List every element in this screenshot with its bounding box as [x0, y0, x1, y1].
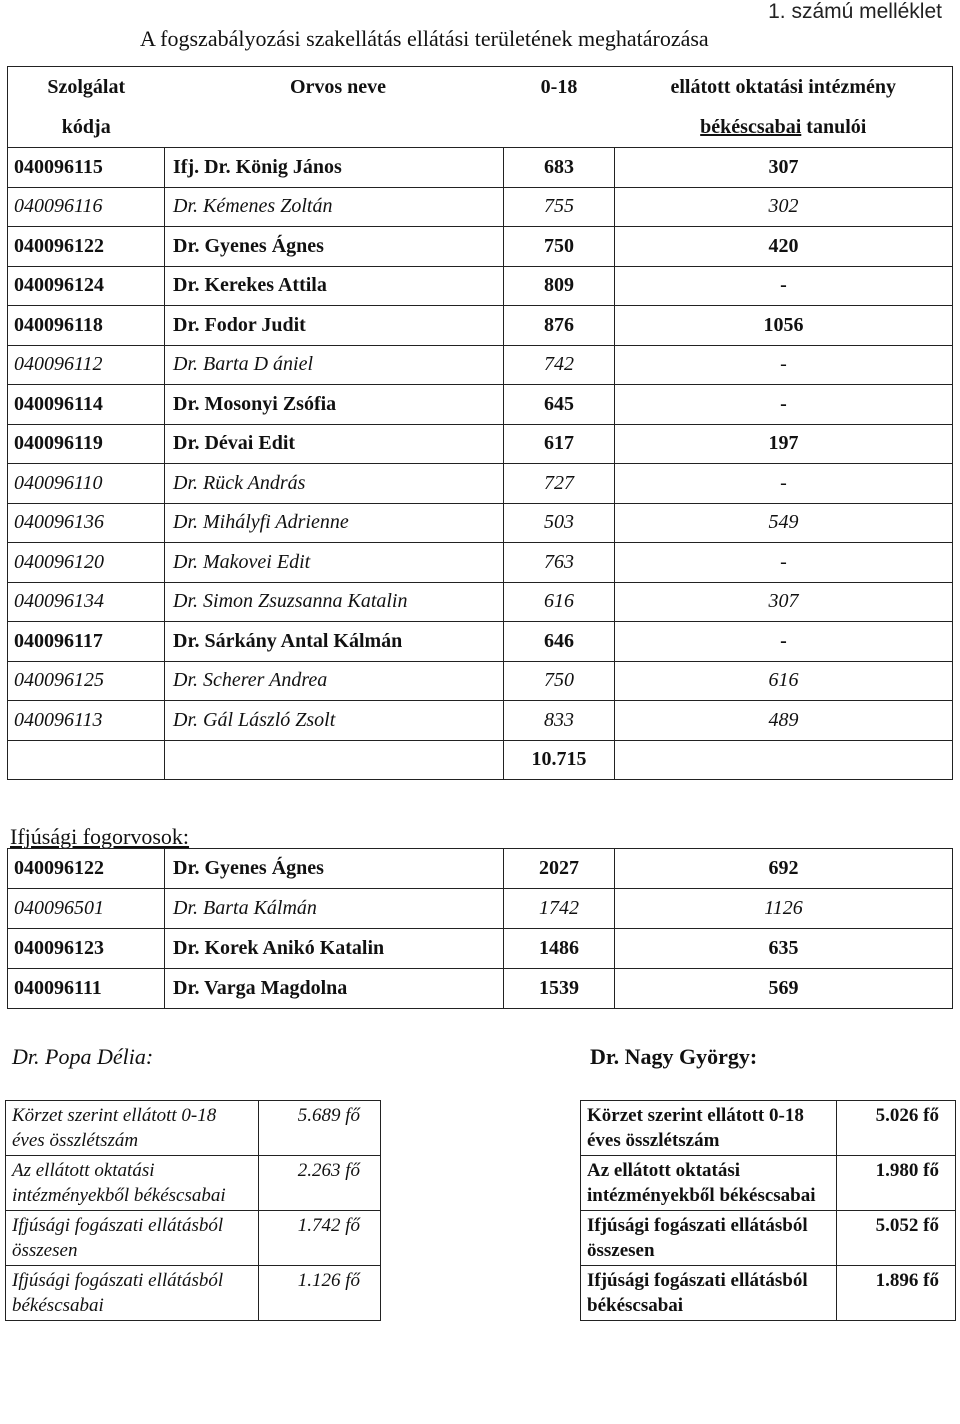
- stat-label: Ifjúsági fogászati ellátásból összesen: [581, 1211, 837, 1266]
- cell-inst: 302: [615, 187, 953, 227]
- youth-label-text: Ifjúsági fogorvosok:: [10, 824, 190, 849]
- cell-inst: -: [615, 464, 953, 504]
- cell-count: 646: [504, 622, 615, 662]
- stat-row: [6, 1211, 381, 1266]
- cell-code: 040096122: [8, 227, 165, 267]
- table-row: [8, 227, 953, 267]
- right-stats-body: [581, 1101, 956, 1321]
- cell-doctor-name: Dr. Mihályfi Adrienne: [165, 503, 504, 543]
- cell-inst: 420: [615, 227, 953, 267]
- stat-row: [581, 1266, 956, 1321]
- left-doctor-title: Dr. Popa Délia:: [12, 1044, 154, 1069]
- youth-row: [8, 969, 953, 1009]
- cell-count: 2027: [504, 849, 615, 889]
- stat-label: Körzet szerint ellátott 0-18 éves összlétszám: [6, 1101, 259, 1156]
- cell-count: 1486: [504, 929, 615, 969]
- total-name: [165, 740, 504, 779]
- header-code: Szolgálat: [47, 75, 126, 98]
- cell-count: 1742: [504, 889, 615, 929]
- cell-doctor-name: Dr. Rück András: [165, 464, 504, 504]
- cell-inst: 616: [615, 661, 953, 701]
- cell-count: 763: [504, 543, 615, 583]
- stat-label: Az ellátott oktatási intézményekből békéscsabai: [581, 1156, 837, 1211]
- area-table: [7, 66, 953, 780]
- stat-value: 1.742 fő: [258, 1211, 380, 1266]
- table-row: [8, 661, 953, 701]
- table-row: [8, 503, 953, 543]
- cell-inst: 569: [615, 969, 953, 1009]
- table-row: [8, 582, 953, 622]
- table-row: [8, 306, 953, 346]
- cell-inst: 489: [615, 701, 953, 741]
- cell-code: 040096113: [8, 701, 165, 741]
- cell-count: 833: [504, 701, 615, 741]
- stat-row: [6, 1266, 381, 1321]
- stat-row: [581, 1156, 956, 1211]
- cell-count: 876: [504, 306, 615, 346]
- cell-inst: 635: [615, 929, 953, 969]
- stat-label: Az ellátott oktatási intézményekből békéscsabai: [6, 1156, 259, 1211]
- cell-doctor-name: Dr. Kerekes Attila: [165, 266, 504, 306]
- cell-inst: -: [615, 266, 953, 306]
- cell-inst: 692: [615, 849, 953, 889]
- youth-label: [10, 824, 189, 850]
- youth-row: [8, 929, 953, 969]
- cell-code: 040096115: [8, 148, 165, 188]
- stat-value: 2.263 fő: [258, 1156, 380, 1211]
- stat-row: [581, 1211, 956, 1266]
- header-inst: ellátott oktatási intézmény: [670, 75, 896, 98]
- cell-doctor-name: Dr. Fodor Judit: [165, 306, 504, 346]
- right-doctor-title: Dr. Nagy György:: [590, 1044, 758, 1069]
- table-row: [8, 187, 953, 227]
- youth-row: [8, 889, 953, 929]
- stat-row: [581, 1101, 956, 1156]
- cell-doctor-name: Dr. Dévai Edit: [165, 424, 504, 464]
- cell-doctor-name: Dr. Gyenes Ágnes: [165, 227, 504, 267]
- cell-inst: 1056: [615, 306, 953, 346]
- header-row-1: [8, 67, 953, 108]
- cell-inst: 307: [615, 582, 953, 622]
- cell-doctor-name: Dr. Sárkány Antal Kálmán: [165, 622, 504, 662]
- stat-label: Ifjúsági fogászati ellátásból békéscsabai: [581, 1266, 837, 1321]
- total-row: [8, 740, 953, 779]
- table-row: [8, 345, 953, 385]
- cell-count: 755: [504, 187, 615, 227]
- cell-count: 616: [504, 582, 615, 622]
- youth-table-body: [8, 849, 953, 1009]
- cell-count: 503: [504, 503, 615, 543]
- header-inst-underlined: békéscsabai: [700, 115, 802, 138]
- cell-code: 040096119: [8, 424, 165, 464]
- right-stats-table: [580, 1100, 956, 1321]
- cell-count: 645: [504, 385, 615, 425]
- annex-label: 1. számú melléklet: [768, 0, 942, 23]
- cell-doctor-name: Dr. Korek Anikó Katalin: [165, 929, 504, 969]
- total-code: [8, 740, 165, 779]
- cell-code: 040096110: [8, 464, 165, 504]
- table-row: [8, 464, 953, 504]
- stat-row: [6, 1101, 381, 1156]
- cell-inst: 307: [615, 148, 953, 188]
- total-count: 10.715: [504, 740, 615, 779]
- page-title: A fogszabályozási szakellátás ellátási területének meghatározása: [140, 26, 709, 51]
- cell-code: 040096111: [8, 969, 165, 1009]
- cell-inst: 1126: [615, 889, 953, 929]
- cell-count: 750: [504, 227, 615, 267]
- cell-code: 040096136: [8, 503, 165, 543]
- cell-code: 040096123: [8, 929, 165, 969]
- left-stats-table: [5, 1100, 381, 1321]
- stat-value: 1.126 fő: [258, 1266, 380, 1321]
- header-name: Orvos neve: [289, 75, 387, 98]
- header-row-2: [8, 107, 953, 148]
- cell-code: 040096120: [8, 543, 165, 583]
- cell-count: 683: [504, 148, 615, 188]
- cell-code: 040096114: [8, 385, 165, 425]
- stat-label: Ifjúsági fogászati ellátásból összesen: [6, 1211, 259, 1266]
- stat-row: [6, 1156, 381, 1211]
- stat-value: 5.689 fő: [258, 1101, 380, 1156]
- header-name-2: [165, 107, 504, 148]
- cell-code: 040096134: [8, 582, 165, 622]
- cell-inst: 549: [615, 503, 953, 543]
- cell-code: 040096117: [8, 622, 165, 662]
- cell-doctor-name: Dr. Barta Kálmán: [165, 889, 504, 929]
- cell-doctor-name: Dr. Barta D ániel: [165, 345, 504, 385]
- total-inst: [615, 740, 953, 779]
- cell-inst: -: [615, 622, 953, 662]
- table-row: [8, 622, 953, 662]
- cell-code: 040096118: [8, 306, 165, 346]
- cell-count: 727: [504, 464, 615, 504]
- cell-code: 040096125: [8, 661, 165, 701]
- cell-count: 809: [504, 266, 615, 306]
- cell-doctor-name: Dr. Scherer Andrea: [165, 661, 504, 701]
- cell-doctor-name: Dr. Makovei Edit: [165, 543, 504, 583]
- cell-doctor-name: Dr. Gyenes Ágnes: [165, 849, 504, 889]
- cell-inst: -: [615, 385, 953, 425]
- cell-inst: 197: [615, 424, 953, 464]
- cell-count: 617: [504, 424, 615, 464]
- table-row: [8, 543, 953, 583]
- cell-code: 040096122: [8, 849, 165, 889]
- stat-label: Körzet szerint ellátott 0-18 éves összlétszám: [581, 1101, 837, 1156]
- header-inst-rest: tanulói: [801, 115, 867, 138]
- cell-inst: -: [615, 543, 953, 583]
- cell-doctor-name: Dr. Kémenes Zoltán: [165, 187, 504, 227]
- header-age: 0-18: [540, 75, 578, 98]
- youth-table: [7, 848, 953, 1009]
- table-row: [8, 266, 953, 306]
- cell-inst: -: [615, 345, 953, 385]
- cell-count: 1539: [504, 969, 615, 1009]
- table-row: [8, 701, 953, 741]
- stat-value: 1.980 fő: [836, 1156, 956, 1211]
- cell-doctor-name: Dr. Simon Zsuzsanna Katalin: [165, 582, 504, 622]
- table-row: [8, 424, 953, 464]
- header-age-2: [504, 107, 615, 148]
- stat-value: 1.896 fő: [836, 1266, 956, 1321]
- cell-code: 040096501: [8, 889, 165, 929]
- header-inst-2: [615, 107, 953, 148]
- cell-code: 040096124: [8, 266, 165, 306]
- table-row: [8, 148, 953, 188]
- cell-count: 742: [504, 345, 615, 385]
- stat-value: 5.026 fő: [836, 1101, 956, 1156]
- stat-value: 5.052 fő: [836, 1211, 956, 1266]
- cell-doctor-name: Dr. Gál László Zsolt: [165, 701, 504, 741]
- youth-row: [8, 849, 953, 889]
- area-table-body: [8, 148, 953, 741]
- left-stats-body: [6, 1101, 381, 1321]
- table-row: [8, 385, 953, 425]
- cell-doctor-name: Dr. Mosonyi Zsófia: [165, 385, 504, 425]
- cell-code: 040096112: [8, 345, 165, 385]
- cell-count: 750: [504, 661, 615, 701]
- header-code-2: kódja: [61, 115, 111, 138]
- cell-doctor-name: Ifj. Dr. König János: [165, 148, 504, 188]
- stat-label: Ifjúsági fogászati ellátásból békéscsabai: [6, 1266, 259, 1321]
- cell-code: 040096116: [8, 187, 165, 227]
- cell-doctor-name: Dr. Varga Magdolna: [165, 969, 504, 1009]
